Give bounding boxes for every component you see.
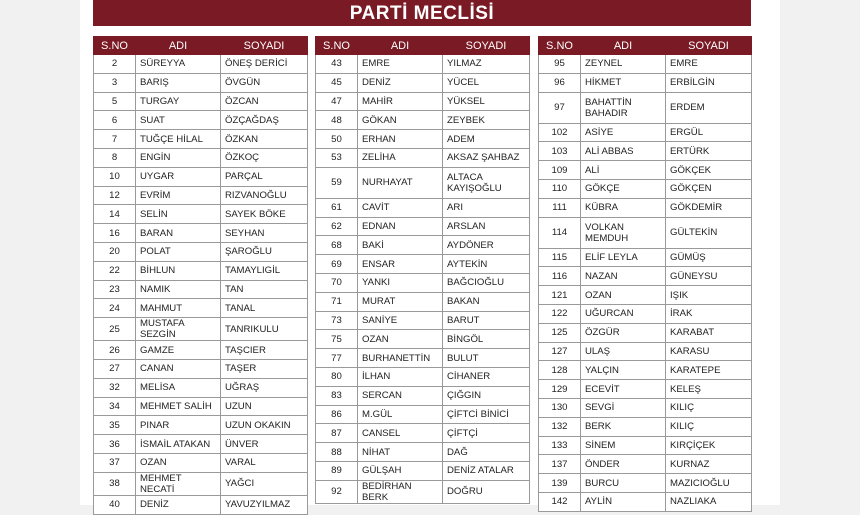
table-row xyxy=(539,217,752,248)
cell-name: PINAR xyxy=(136,416,221,435)
cell-surname: YÜCEL xyxy=(443,73,530,92)
cell-surname: KARASU xyxy=(666,342,752,361)
cell-name: CANAN xyxy=(136,359,221,378)
cell-name: BURCU xyxy=(581,474,666,493)
cell-name: HİKMET xyxy=(581,73,666,92)
header-name: ADI xyxy=(358,37,443,55)
cell-no: 80 xyxy=(316,367,358,386)
table-row xyxy=(94,472,308,495)
table-row xyxy=(539,398,752,417)
cell-no: 10 xyxy=(94,167,136,186)
cell-surname: CİHANER xyxy=(443,367,530,386)
cell-surname: ÜNVER xyxy=(221,435,308,454)
table-row xyxy=(94,378,308,397)
table-row xyxy=(316,461,530,480)
cell-name: EDNAN xyxy=(358,217,443,236)
cell-name: GÖKÇE xyxy=(581,179,666,198)
cell-name: İSMAİL ATAKAN xyxy=(136,435,221,454)
cell-no: 3 xyxy=(94,73,136,92)
table-row xyxy=(539,142,752,161)
cell-no: 127 xyxy=(539,342,581,361)
cell-name: ECEVİT xyxy=(581,380,666,399)
cell-no: 6 xyxy=(94,111,136,130)
cell-surname: ÖZÇAĞDAŞ xyxy=(221,111,308,130)
cell-surname: ÖZCAN xyxy=(221,92,308,111)
cell-name: SEVGİ xyxy=(581,398,666,417)
cell-name: ASİYE xyxy=(581,123,666,142)
cell-no: 50 xyxy=(316,130,358,149)
cell-no: 71 xyxy=(316,292,358,311)
cell-surname: GÖKÇEN xyxy=(666,179,752,198)
table-row xyxy=(539,417,752,436)
table-row xyxy=(539,55,752,74)
cell-no: 43 xyxy=(316,55,358,74)
cell-name: MEHMET SALİH xyxy=(136,397,221,416)
table-row xyxy=(316,167,530,198)
cell-surname: ARSLAN xyxy=(443,217,530,236)
table-row xyxy=(316,73,530,92)
cell-name: SELİN xyxy=(136,205,221,224)
cell-no: 47 xyxy=(316,92,358,111)
cell-no: 26 xyxy=(94,341,136,360)
cell-name: GÖKAN xyxy=(358,111,443,130)
table-row xyxy=(539,92,752,123)
table-row xyxy=(94,416,308,435)
cell-name: NURHAYAT xyxy=(358,167,443,198)
table-row xyxy=(539,361,752,380)
cell-name: ELİF LEYLA xyxy=(581,248,666,267)
cell-no: 22 xyxy=(94,261,136,280)
cell-surname: ADEM xyxy=(443,130,530,149)
cell-no: 2 xyxy=(94,55,136,74)
table-row xyxy=(539,342,752,361)
cell-name: AYLİN xyxy=(581,492,666,511)
table-row xyxy=(539,474,752,493)
table-row xyxy=(94,397,308,416)
table-row xyxy=(316,55,530,74)
cell-no: 75 xyxy=(316,330,358,349)
cell-surname: İRAK xyxy=(666,304,752,323)
cell-no: 70 xyxy=(316,273,358,292)
cell-surname: PARÇAL xyxy=(221,167,308,186)
cell-no: 111 xyxy=(539,198,581,217)
cell-surname: ÖNEŞ DERİCİ xyxy=(221,55,308,74)
cell-no: 128 xyxy=(539,361,581,380)
table-row xyxy=(94,453,308,472)
table-row xyxy=(539,323,752,342)
cell-name: BERK xyxy=(581,417,666,436)
cell-surname: TANAL xyxy=(221,299,308,318)
cell-surname: GÜLTEKİN xyxy=(666,217,752,248)
cell-name: ALİ xyxy=(581,161,666,180)
cell-name: MEHMET NECATİ xyxy=(136,472,221,495)
cell-no: 7 xyxy=(94,130,136,149)
table-row xyxy=(316,92,530,111)
cell-surname: UĞRAŞ xyxy=(221,378,308,397)
table-row xyxy=(316,111,530,130)
cell-surname: KELEŞ xyxy=(666,380,752,399)
table-row xyxy=(94,130,308,149)
cell-no: 53 xyxy=(316,148,358,167)
table-row xyxy=(94,167,308,186)
cell-no: 102 xyxy=(539,123,581,142)
cell-name: BURHANETTİN xyxy=(358,349,443,368)
cell-surname: GÖKDEMİR xyxy=(666,198,752,217)
cell-name: ENSAR xyxy=(358,255,443,274)
cell-surname: TANRIKULU xyxy=(221,318,308,341)
cell-no: 5 xyxy=(94,92,136,111)
table-row xyxy=(94,359,308,378)
cell-no: 14 xyxy=(94,205,136,224)
cell-surname: ÇİFTÇİ xyxy=(443,424,530,443)
table-row xyxy=(316,480,530,503)
cell-no: 95 xyxy=(539,55,581,74)
cell-no: 92 xyxy=(316,480,358,503)
cell-surname: KARABAT xyxy=(666,323,752,342)
cell-no: 97 xyxy=(539,92,581,123)
cell-surname: BİNGÖL xyxy=(443,330,530,349)
cell-name: ERHAN xyxy=(358,130,443,149)
cell-name: CAVİT xyxy=(358,198,443,217)
cell-surname: SEYHAN xyxy=(221,224,308,243)
cell-surname: TAŞCIER xyxy=(221,341,308,360)
cell-surname: GÜNEYSU xyxy=(666,267,752,286)
cell-name: GAMZE xyxy=(136,341,221,360)
cell-name: UYGAR xyxy=(136,167,221,186)
cell-no: 96 xyxy=(539,73,581,92)
table-row xyxy=(539,248,752,267)
cell-no: 109 xyxy=(539,161,581,180)
cell-no: 116 xyxy=(539,267,581,286)
header-surname: SOYADI xyxy=(666,37,752,55)
cell-name: UĞURCAN xyxy=(581,304,666,323)
table-row xyxy=(94,148,308,167)
table-row xyxy=(316,367,530,386)
cell-surname: ARI xyxy=(443,198,530,217)
cell-name: MAHİR xyxy=(358,92,443,111)
table-row xyxy=(316,292,530,311)
members-table-1 xyxy=(93,36,308,515)
table-row xyxy=(539,436,752,455)
cell-name: BARAN xyxy=(136,224,221,243)
cell-no: 62 xyxy=(316,217,358,236)
cell-surname: ÇIĞGIN xyxy=(443,386,530,405)
cell-surname: YÜKSEL xyxy=(443,92,530,111)
cell-surname: KURNAZ xyxy=(666,455,752,474)
cell-surname: TAN xyxy=(221,280,308,299)
table-row xyxy=(94,111,308,130)
cell-no: 61 xyxy=(316,198,358,217)
cell-surname: ERTÜRK xyxy=(666,142,752,161)
cell-no: 122 xyxy=(539,304,581,323)
cell-surname: ERDEM xyxy=(666,92,752,123)
cell-no: 87 xyxy=(316,424,358,443)
header-no: S.NO xyxy=(316,37,358,55)
table-row xyxy=(94,435,308,454)
cell-name: ALİ ABBAS xyxy=(581,142,666,161)
cell-surname: TAMAYLIGİL xyxy=(221,261,308,280)
cell-name: MUSTAFA SEZGİN xyxy=(136,318,221,341)
cell-no: 48 xyxy=(316,111,358,130)
cell-surname: YAĞCI xyxy=(221,472,308,495)
cell-no: 40 xyxy=(94,495,136,514)
cell-no: 142 xyxy=(539,492,581,511)
table-row xyxy=(539,286,752,305)
header-name: ADI xyxy=(581,37,666,55)
cell-name: DENİZ xyxy=(358,73,443,92)
table-row xyxy=(539,304,752,323)
cell-no: 38 xyxy=(94,472,136,495)
cell-no: 16 xyxy=(94,224,136,243)
table-row xyxy=(539,267,752,286)
cell-surname: AKSAZ ŞAHBAZ xyxy=(443,148,530,167)
header-surname: SOYADI xyxy=(221,37,308,55)
table-row xyxy=(539,73,752,92)
cell-name: BARIŞ xyxy=(136,73,221,92)
cell-name: BAKİ xyxy=(358,236,443,255)
table-row xyxy=(316,148,530,167)
cell-surname: ÖZKAN xyxy=(221,130,308,149)
cell-no: 36 xyxy=(94,435,136,454)
cell-no: 115 xyxy=(539,248,581,267)
cell-no: 35 xyxy=(94,416,136,435)
cell-no: 139 xyxy=(539,474,581,493)
table-row xyxy=(94,73,308,92)
members-table-2 xyxy=(315,36,530,504)
cell-name: ZELİHA xyxy=(358,148,443,167)
cell-name: M.GÜL xyxy=(358,405,443,424)
cell-surname: ÖVGÜN xyxy=(221,73,308,92)
table-row xyxy=(316,349,530,368)
cell-no: 8 xyxy=(94,148,136,167)
header-no: S.NO xyxy=(539,37,581,55)
cell-name: ZEYNEL xyxy=(581,55,666,74)
cell-surname: KIRÇİÇEK xyxy=(666,436,752,455)
cell-surname: VARAL xyxy=(221,453,308,472)
cell-name: NAMIK xyxy=(136,280,221,299)
header-name: ADI xyxy=(136,37,221,55)
cell-surname: ÖZKOÇ xyxy=(221,148,308,167)
cell-no: 69 xyxy=(316,255,358,274)
header-no: S.NO xyxy=(94,37,136,55)
cell-name: SİNEM xyxy=(581,436,666,455)
table-row xyxy=(316,330,530,349)
cell-name: MAHMUT xyxy=(136,299,221,318)
cell-name: POLAT xyxy=(136,242,221,261)
table-row xyxy=(94,261,308,280)
cell-no: 125 xyxy=(539,323,581,342)
cell-surname: BAKAN xyxy=(443,292,530,311)
table-row xyxy=(316,236,530,255)
cell-name: BİHLUN xyxy=(136,261,221,280)
table-row xyxy=(316,255,530,274)
table-row xyxy=(539,380,752,399)
cell-name: MELİSA xyxy=(136,378,221,397)
table-row xyxy=(539,198,752,217)
cell-no: 59 xyxy=(316,167,358,198)
cell-name: ÖNDER xyxy=(581,455,666,474)
cell-no: 129 xyxy=(539,380,581,399)
cell-surname: MAZICIOĞLU xyxy=(666,474,752,493)
cell-no: 133 xyxy=(539,436,581,455)
table-row xyxy=(94,299,308,318)
table-row xyxy=(316,198,530,217)
table-row xyxy=(94,205,308,224)
cell-name: YANKI xyxy=(358,273,443,292)
header-surname: SOYADI xyxy=(443,37,530,55)
cell-surname: YAVUZYILMAZ xyxy=(221,495,308,514)
table-row xyxy=(539,179,752,198)
table-row xyxy=(316,311,530,330)
cell-surname: KARATEPE xyxy=(666,361,752,380)
cell-surname: BAĞCIOĞLU xyxy=(443,273,530,292)
cell-no: 86 xyxy=(316,405,358,424)
cell-surname: TAŞER xyxy=(221,359,308,378)
cell-no: 83 xyxy=(316,386,358,405)
table-row xyxy=(94,318,308,341)
cell-surname: DENİZ ATALAR xyxy=(443,461,530,480)
cell-name: CANSEL xyxy=(358,424,443,443)
cell-name: DENİZ xyxy=(136,495,221,514)
cell-surname: ÇİFTCİ BİNİCİ xyxy=(443,405,530,424)
cell-name: KÜBRA xyxy=(581,198,666,217)
cell-surname: ALTACA KAYIŞOĞLU xyxy=(443,167,530,198)
table-row xyxy=(539,123,752,142)
cell-no: 132 xyxy=(539,417,581,436)
cell-surname: DAĞ xyxy=(443,443,530,462)
cell-name: EMRE xyxy=(358,55,443,74)
cell-no: 137 xyxy=(539,455,581,474)
cell-surname: AYTEKİN xyxy=(443,255,530,274)
cell-name: TURGAY xyxy=(136,92,221,111)
cell-name: OZAN xyxy=(581,286,666,305)
cell-name: GÜLŞAH xyxy=(358,461,443,480)
cell-surname: BULUT xyxy=(443,349,530,368)
cell-name: EVRİM xyxy=(136,186,221,205)
table-row xyxy=(316,273,530,292)
page-title: PARTİ MECLİSİ xyxy=(93,0,751,26)
cell-no: 88 xyxy=(316,443,358,462)
table-row xyxy=(94,186,308,205)
cell-no: 12 xyxy=(94,186,136,205)
cell-name: İLHAN xyxy=(358,367,443,386)
cell-name: TUĞÇE HİLAL xyxy=(136,130,221,149)
table-row xyxy=(94,92,308,111)
table-row xyxy=(94,55,308,74)
cell-no: 45 xyxy=(316,73,358,92)
cell-no: 20 xyxy=(94,242,136,261)
table-row xyxy=(539,455,752,474)
cell-surname: KILIÇ xyxy=(666,398,752,417)
cell-name: NİHAT xyxy=(358,443,443,462)
table-row xyxy=(316,217,530,236)
cell-no: 68 xyxy=(316,236,358,255)
cell-name: MURAT xyxy=(358,292,443,311)
cell-no: 23 xyxy=(94,280,136,299)
cell-surname: ERBİLGİN xyxy=(666,73,752,92)
cell-no: 24 xyxy=(94,299,136,318)
cell-name: OZAN xyxy=(136,453,221,472)
cell-surname: RIZVANOĞLU xyxy=(221,186,308,205)
cell-surname: NAZLIAKA xyxy=(666,492,752,511)
cell-name: YALÇIN xyxy=(581,361,666,380)
cell-no: 73 xyxy=(316,311,358,330)
table-row xyxy=(316,424,530,443)
cell-name: BAHATTİN BAHADIR xyxy=(581,92,666,123)
cell-name: SUAT xyxy=(136,111,221,130)
cell-surname: GÜMÜŞ xyxy=(666,248,752,267)
cell-name: SÜREYYA xyxy=(136,55,221,74)
cell-surname: KILIÇ xyxy=(666,417,752,436)
cell-no: 103 xyxy=(539,142,581,161)
table-row xyxy=(316,386,530,405)
cell-surname: GÖKÇEK xyxy=(666,161,752,180)
cell-no: 34 xyxy=(94,397,136,416)
cell-name: BEDİRHAN BERK xyxy=(358,480,443,503)
cell-surname: YILMAZ xyxy=(443,55,530,74)
cell-name: NAZAN xyxy=(581,267,666,286)
cell-no: 32 xyxy=(94,378,136,397)
cell-surname: ZEYBEK xyxy=(443,111,530,130)
cell-no: 89 xyxy=(316,461,358,480)
cell-surname: BARUT xyxy=(443,311,530,330)
cell-no: 37 xyxy=(94,453,136,472)
cell-no: 130 xyxy=(539,398,581,417)
cell-surname: DOĞRU xyxy=(443,480,530,503)
cell-surname: EMRE xyxy=(666,55,752,74)
cell-name: ÖZGÜR xyxy=(581,323,666,342)
cell-no: 110 xyxy=(539,179,581,198)
cell-surname: ŞAROĞLU xyxy=(221,242,308,261)
cell-surname: ERGÜL xyxy=(666,123,752,142)
cell-name: OZAN xyxy=(358,330,443,349)
table-row xyxy=(539,492,752,511)
table-row xyxy=(316,443,530,462)
cell-surname: UZUN xyxy=(221,397,308,416)
cell-surname: SAYEK BÖKE xyxy=(221,205,308,224)
table-row xyxy=(316,405,530,424)
cell-surname: IŞIK xyxy=(666,286,752,305)
cell-name: ULAŞ xyxy=(581,342,666,361)
members-table-3 xyxy=(538,36,752,512)
cell-no: 77 xyxy=(316,349,358,368)
cell-no: 27 xyxy=(94,359,136,378)
cell-no: 114 xyxy=(539,217,581,248)
cell-name: VOLKAN MEMDUH xyxy=(581,217,666,248)
cell-name: SERCAN xyxy=(358,386,443,405)
table-row xyxy=(316,130,530,149)
cell-no: 121 xyxy=(539,286,581,305)
cell-surname: AYDÖNER xyxy=(443,236,530,255)
cell-surname: UZUN OKAKIN xyxy=(221,416,308,435)
table-row xyxy=(94,224,308,243)
cell-name: ENGİN xyxy=(136,148,221,167)
cell-no: 25 xyxy=(94,318,136,341)
table-row xyxy=(94,242,308,261)
cell-name: SANİYE xyxy=(358,311,443,330)
table-row xyxy=(539,161,752,180)
table-row xyxy=(94,280,308,299)
table-row xyxy=(94,341,308,360)
